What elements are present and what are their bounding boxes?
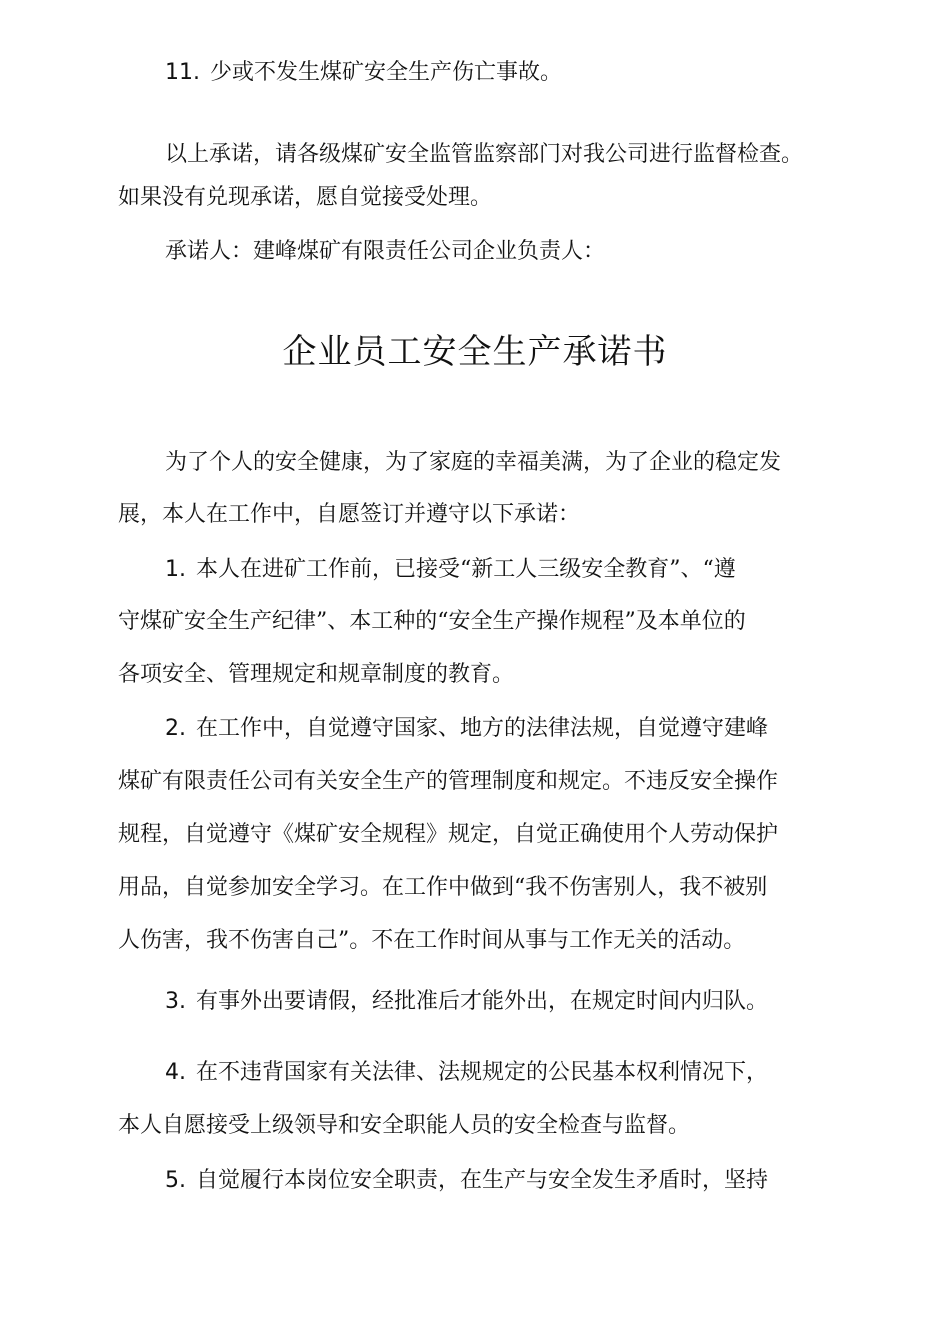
item-number: 11. bbox=[165, 60, 200, 85]
item-number: 4. bbox=[165, 1060, 186, 1085]
item-number: 3. bbox=[165, 989, 186, 1014]
item-text: 有事外出要请假，经批准后才能外出，在规定时间内归队。 bbox=[196, 989, 769, 1014]
commitment-item-2-line-1 bbox=[165, 714, 840, 744]
closing-paragraph-line-2: 如果没有兑现承诺，愿自觉接受处理。 bbox=[118, 185, 493, 210]
commitment-item-2-line-5: 人伤害，我不伤害自己”。不在工作时间从事与工作无关的活动。 bbox=[118, 928, 746, 953]
item-number: 1. bbox=[165, 557, 186, 582]
commitment-item-4-line-2: 本人自愿接受上级领导和安全职能人员的安全检查与监督。 bbox=[118, 1113, 691, 1138]
commitment-item-2-line-3: 规程，自觉遵守《煤矿安全规程》规定，自觉正确使用个人劳动保护 bbox=[118, 822, 779, 847]
document-title: 企业员工安全生产承诺书 bbox=[282, 332, 668, 372]
item-text: 少或不发生煤矿安全生产伤亡事故。 bbox=[210, 60, 563, 85]
item-text: 本人在进矿工作前，已接受“新工人三级安全教育”、“遵 bbox=[196, 557, 736, 582]
item-text: 在不违背国家有关法律、法规规定的公民基本权利情况下， bbox=[196, 1060, 769, 1085]
commitment-item-11 bbox=[165, 58, 840, 88]
item-text: 在工作中，自觉遵守国家、地方的法律法规，自觉遵守建峰 bbox=[196, 716, 769, 741]
commitment-item-2-line-4: 用品，自觉参加安全学习。在工作中做到“我不伤害别人，我不被别 bbox=[118, 875, 768, 900]
closing-paragraph-line-1: 以上承诺，请各级煤矿安全监管监察部门对我公司进行监督检查。 bbox=[165, 142, 804, 167]
commitment-item-1-line-1 bbox=[165, 555, 840, 585]
item-number: 5. bbox=[165, 1168, 186, 1193]
signature-line: 承诺人：建峰煤矿有限责任公司企业负责人： bbox=[165, 239, 606, 264]
intro-line-2: 展，本人在工作中，自愿签订并遵守以下承诺： bbox=[118, 502, 581, 527]
intro-line-1: 为了个人的安全健康，为了家庭的幸福美满，为了企业的稳定发 bbox=[165, 450, 782, 475]
commitment-item-4-line-1 bbox=[165, 1058, 840, 1088]
item-number: 2. bbox=[165, 716, 186, 741]
commitment-item-5-line-1 bbox=[165, 1166, 840, 1196]
commitment-item-1-line-2: 守煤矿安全生产纪律”、本工种的“安全生产操作规程”及本单位的 bbox=[118, 609, 746, 634]
item-text: 自觉履行本岗位安全职责，在生产与安全发生矛盾时，坚持 bbox=[196, 1168, 769, 1193]
commitment-item-3-line-1 bbox=[165, 987, 840, 1017]
commitment-item-1-line-3: 各项安全、管理规定和规章制度的教育。 bbox=[118, 662, 515, 687]
commitment-item-2-line-2: 煤矿有限责任公司有关安全生产的管理制度和规定。不违反安全操作 bbox=[118, 769, 779, 794]
